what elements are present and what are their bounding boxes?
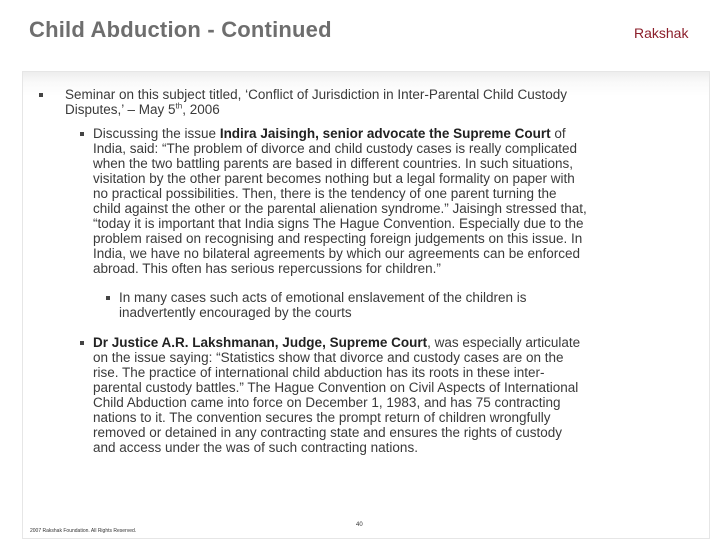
sub-line-1: In many cases such acts of emotional enslavement of the children is xyxy=(119,290,527,305)
seminar-line-1: Seminar on this subject titled, ‘Conflict of Jurisdiction in Inter-Parental Child Custody xyxy=(65,87,567,102)
slide-title: Child Abduction - Continued xyxy=(29,17,332,42)
jaisingh-line: visitation by the other parent becomes nothing but a legal formality on paper with xyxy=(93,171,575,186)
lakshmanan-line: parental custody battles.” The Hague Convention on Civil Aspects of International xyxy=(93,380,579,395)
jaisingh-line: when the two battling parents are based in different countries. In such situations, xyxy=(93,156,574,171)
jaisingh-line: child against the other or the parental alienation syndrome.” Jaisingh stressed that, xyxy=(93,201,587,216)
lakshmanan-line: Child Abduction came into force on December 1, 1983, and has 75 contracting xyxy=(93,395,561,410)
jaisingh-line: “today it is important that India signs The Hague Convention. Especially due to the xyxy=(93,216,584,231)
jaisingh-line: India, we have no bilateral agreements by which our agreements can be enforced xyxy=(93,246,581,261)
lakshmanan-line: removed or detained in any contracting state and ensures the rights of custody xyxy=(93,425,563,440)
lakshmanan-line: nations to it. The convention secures the prompt return of children wrongfully xyxy=(93,410,551,425)
bullet-icon xyxy=(80,341,84,345)
bullet-icon xyxy=(106,296,110,300)
page-number: 40 xyxy=(356,522,363,528)
brand-logo-text: Rakshak xyxy=(634,25,689,41)
footer-copyright: 2007 Rakshak Foundation. All Rights Reserved. xyxy=(30,528,137,534)
bullet-icon xyxy=(39,93,43,97)
seminar-line-2: Disputes,’ – May 5th, 2006 xyxy=(65,101,220,117)
jaisingh-line: no practical possibilities. Then, there is the tendency of one parent turning the xyxy=(93,186,557,201)
jaisingh-line: problem raised on recognising and respecting foreign judgements on this issue. In xyxy=(93,231,583,246)
lakshmanan-line: rise. The practice of international child abduction has its roots in these inter- xyxy=(93,365,545,380)
sub-line-2: inadvertently encouraged by the courts xyxy=(119,305,352,320)
lakshmanan-line: and access under the was of such contracting nations. xyxy=(93,440,418,455)
jaisingh-line: abroad. This often has serious repercussions for children.” xyxy=(93,261,441,276)
jaisingh-line: India, said: “The problem of divorce and child custody cases is really complicated xyxy=(93,141,577,156)
lakshmanan-line-1: Dr Justice A.R. Lakshmanan, Judge, Supreme Court, was especially articulate xyxy=(93,335,581,350)
jaisingh-line-1: Discussing the issue Indira Jaisingh, senior advocate the Supreme Court of xyxy=(93,126,566,141)
bullet-icon xyxy=(80,132,84,136)
lakshmanan-line: on the issue saying: “Statistics show that divorce and custody cases are on the xyxy=(93,350,564,365)
